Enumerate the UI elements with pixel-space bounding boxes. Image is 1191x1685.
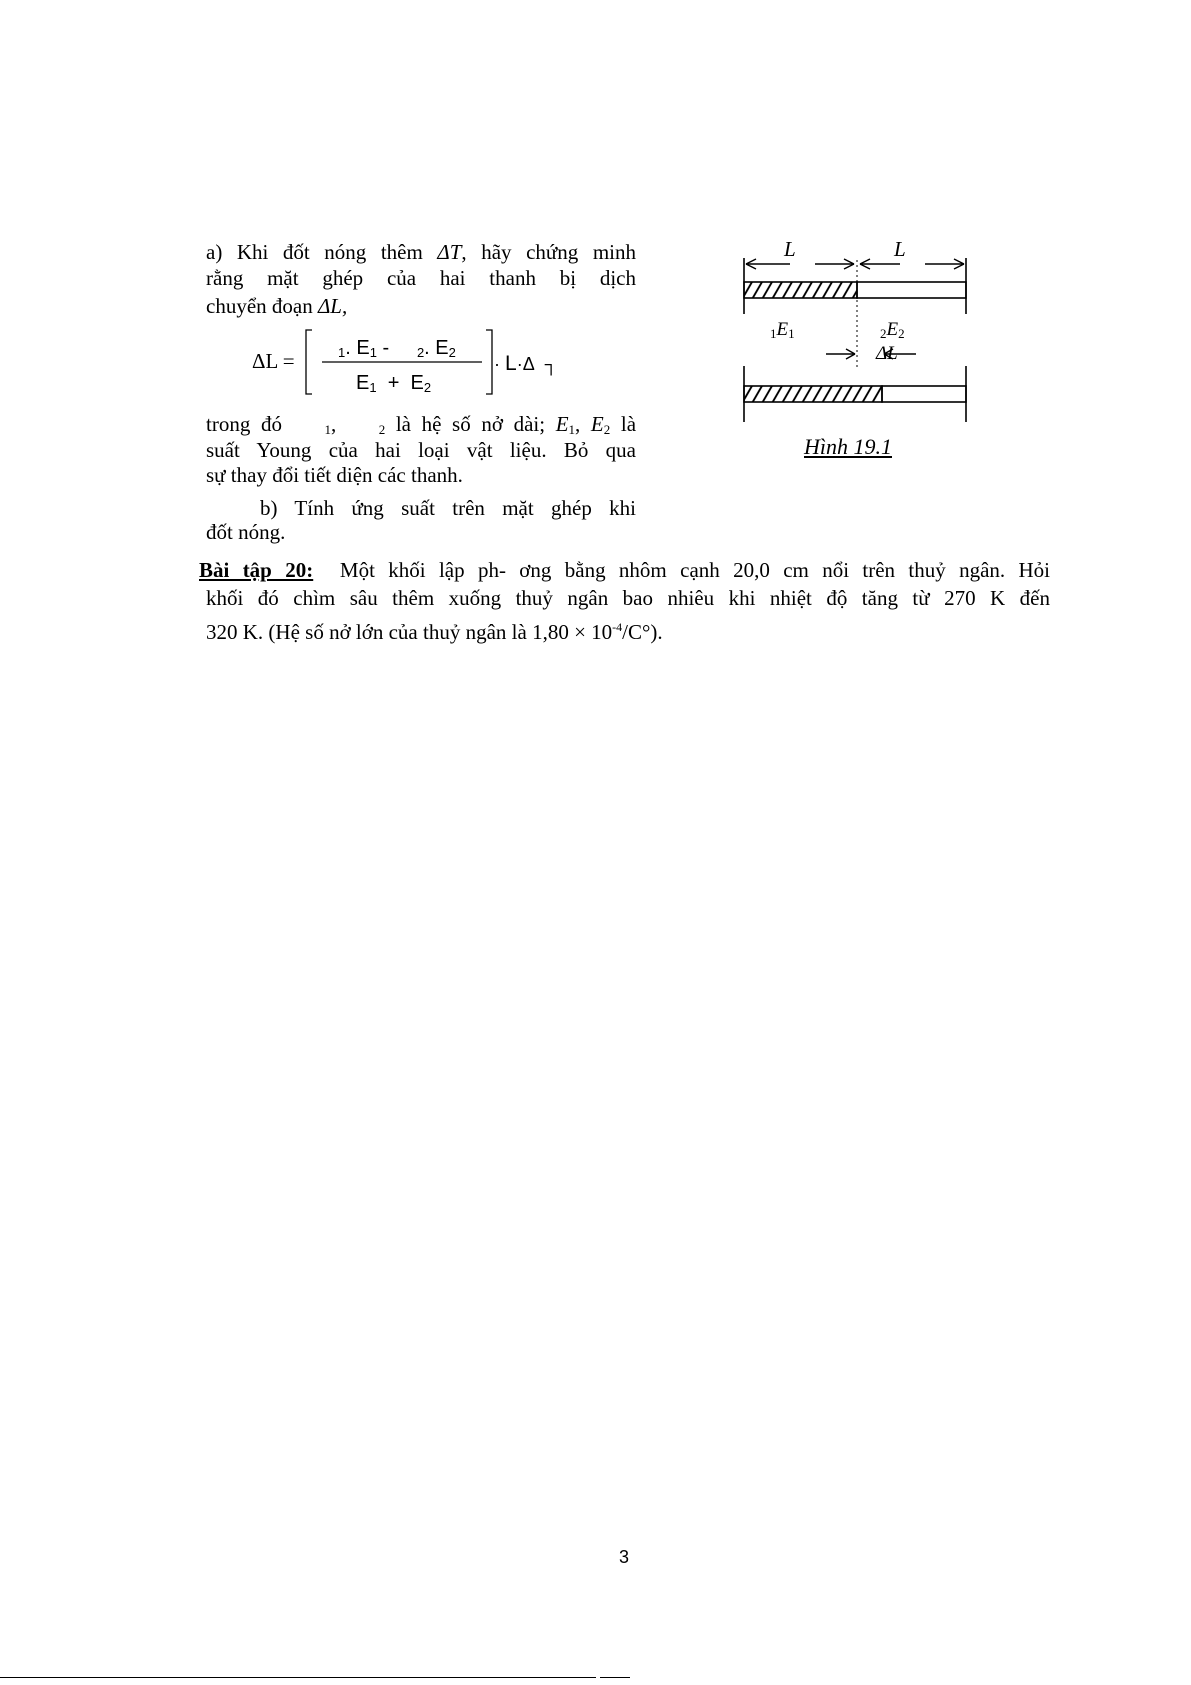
delta-l-symbol: ΔL,	[317, 294, 348, 318]
delta-t-symbol: ΔT	[437, 240, 462, 264]
figure-e1-sub: 1	[788, 326, 795, 341]
trong-do-line-2: suất Young của hai loại vật liệu. Bỏ qua	[206, 438, 636, 462]
formula-numerator	[338, 335, 456, 366]
e2-sub: 2	[603, 422, 611, 437]
figure-e2-sub: 2	[898, 326, 905, 341]
trong-do-word: trong đó	[206, 412, 282, 436]
figure-label-l-left: L	[784, 237, 796, 261]
e1-symbol: E	[555, 412, 569, 436]
footer-rule-short	[600, 1677, 630, 1678]
figure-alpha1-sub: 1	[770, 326, 777, 341]
part-b-line-1: b) Tính ứng suất trên mặt ghép khi	[260, 496, 636, 520]
trong-do-line-3: sự thay đổi tiết diện các thanh.	[206, 463, 463, 487]
figure-label-l-right: L	[894, 237, 906, 261]
formula-num-sub-a: 1	[338, 345, 346, 360]
formula-num-e2-sub: 2	[448, 345, 456, 360]
part-a-line-2: rằng mặt ghép của hai thanh bị dịch	[206, 266, 636, 290]
page-number: 3	[619, 1547, 630, 1567]
exercise-20-line-3-post: /C°).	[622, 620, 663, 644]
formula-num-minus: -	[376, 337, 390, 359]
trong-do-post: là	[620, 412, 637, 436]
footer-rule	[0, 1677, 596, 1678]
formula-den-e2-sub: 2	[423, 380, 432, 395]
e1-sub: 1	[568, 422, 576, 437]
figure-label-e1	[770, 316, 795, 347]
formula-num-e1-sub: 1	[369, 345, 377, 360]
part-a-line-1-pre: a) Khi đốt nóng thêm	[206, 240, 438, 264]
formula-num-sub-b: 2	[416, 345, 425, 360]
formula-tail-bar: ┐	[544, 354, 558, 374]
formula-num-e1: . E	[345, 337, 370, 359]
formula-lhs: ΔL =	[252, 349, 295, 373]
formula-den-e2: E	[410, 372, 424, 394]
figure-19-1	[740, 230, 980, 470]
part-a-line-1-post: , hãy chứng minh	[461, 240, 636, 264]
bottom-bars	[744, 366, 966, 422]
figure-label-delta-l: ΔL	[876, 343, 898, 364]
figure-e1: E	[776, 319, 789, 340]
part-a-line-3	[206, 293, 347, 320]
exercise-20-line-3	[206, 614, 663, 646]
top-bars	[744, 258, 966, 314]
formula-den-e1-sub: 1	[369, 380, 377, 395]
formula-den-e1: E	[356, 372, 370, 394]
exercise-20-line-3-pre: 320 K. (Hệ số nở lớn của thuỷ ngân là 1,80 × 10	[206, 620, 613, 644]
delta-l-arrows	[826, 349, 916, 359]
alpha2-sub: 2	[378, 422, 386, 437]
trong-do-mid: là hệ số nở dài;	[395, 412, 546, 436]
exercise-20-line-1	[199, 558, 1050, 583]
exercise-20-line-2: khối đó chìm sâu thêm xuống thuỷ ngân bao nhiêu khi nhiệt độ tăng từ 270 K đến	[206, 586, 1050, 610]
e2-symbol: E	[590, 412, 604, 436]
figure-caption: Hình 19.1	[804, 434, 892, 459]
part-a-line-3-pre: chuyển đoạn	[206, 294, 318, 318]
formula-tail-delta: ·Δ	[516, 354, 535, 374]
figure-alpha2-sub: 2	[880, 326, 887, 341]
exercise-20-label: Bài tập 20:	[199, 558, 314, 582]
formula-den-plus: +	[387, 372, 400, 394]
formula-tail-dot: ·	[494, 354, 500, 374]
alpha1-sub: 1	[324, 422, 331, 437]
formula-tail	[494, 350, 558, 378]
exercise-20-line-1-text: Một khối lập ph- ơng bằng nhôm cạnh 20,0 cm nổi trên thuỷ ngân. Hỏi	[339, 558, 1051, 582]
trong-do-line-1: trong đó $_1$, $_2$ là hệ số nở dài; $E_1$, $E_2$ là	[206, 412, 637, 437]
formula-denominator	[356, 370, 431, 401]
formula-tail-l: L	[505, 352, 517, 375]
figure-e2: E	[886, 319, 899, 340]
part-b-line-2: đốt nóng.	[206, 520, 286, 544]
formula-num-e2: . E	[424, 337, 449, 359]
top-dimension-arrows	[746, 259, 964, 269]
part-a-line-1	[206, 240, 636, 265]
exercise-20-exponent: -4	[612, 620, 623, 634]
